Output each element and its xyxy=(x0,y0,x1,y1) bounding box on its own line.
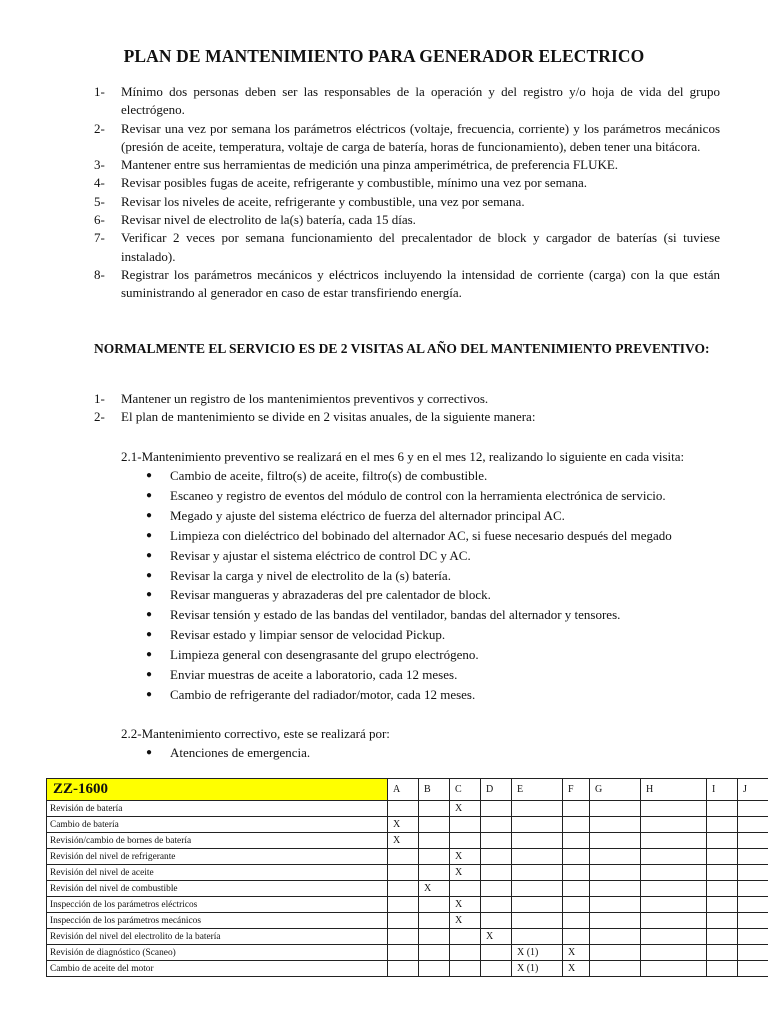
bullet-text: Revisar mangueras y abrazaderas del pre calentador de block. xyxy=(170,587,491,603)
table-cell xyxy=(590,913,641,929)
table-row-label: Revisión del nivel de refrigerante xyxy=(47,849,388,865)
table-cell xyxy=(707,897,738,913)
table-cell xyxy=(738,881,768,897)
table-cell xyxy=(512,913,563,929)
bullet-text: Limpieza con dieléctrico del bobinado del alternador AC, si fuese necesario después del megado xyxy=(170,527,672,543)
bullet-text: Revisar y ajustar el sistema eléctrico de control DC y AC. xyxy=(170,547,471,563)
table-cell xyxy=(419,961,450,977)
table-cell: X xyxy=(388,833,419,849)
table-cell xyxy=(738,801,768,817)
bullet-icon: ● xyxy=(146,747,153,758)
table-row-label: Cambio de aceite del motor xyxy=(47,961,388,977)
table-cell xyxy=(707,881,738,897)
list-item-number: 3- xyxy=(94,157,105,173)
bullet-icon: ● xyxy=(146,669,153,681)
table-row xyxy=(47,913,768,929)
list-item xyxy=(94,156,720,174)
list-item xyxy=(94,193,720,211)
table-cell: X xyxy=(450,897,481,913)
bullet-icon: ● xyxy=(146,549,153,561)
bullet-item xyxy=(146,605,746,625)
list-item-text: Registrar los parámetros mecánicos y eléctricos incluyendo la intensidad de corriente (carga) con la que están suministrando al generador en caso de estar transfiriendo energía. xyxy=(121,266,720,301)
list-item xyxy=(94,83,720,120)
bullet-text: Megado y ajuste del sistema eléctrico de fuerza del alternador principal AC. xyxy=(170,507,565,523)
bullet-icon: ● xyxy=(146,629,153,641)
table-cell xyxy=(738,961,768,977)
table-cell xyxy=(590,849,641,865)
list-item xyxy=(94,211,720,229)
bullet-item xyxy=(146,526,746,546)
table-cell xyxy=(512,801,563,817)
table-cell xyxy=(590,881,641,897)
table-cell xyxy=(641,881,707,897)
table-cell xyxy=(512,817,563,833)
list-item xyxy=(94,390,720,408)
table-column-header: D xyxy=(481,779,512,801)
table-row xyxy=(47,849,768,865)
table-cell xyxy=(481,801,512,817)
table-column-header: A xyxy=(388,779,419,801)
table-column-header: I xyxy=(707,779,738,801)
bullet-item xyxy=(146,665,746,685)
table-cell xyxy=(481,817,512,833)
table-cell xyxy=(512,897,563,913)
table-cell xyxy=(563,929,590,945)
table-cell xyxy=(563,865,590,881)
table-cell xyxy=(590,929,641,945)
requirements-list xyxy=(94,83,720,303)
bullet-item xyxy=(146,625,746,645)
table-cell xyxy=(419,817,450,833)
list-item-number: 1- xyxy=(94,84,105,99)
bullet-icon: ● xyxy=(146,470,153,481)
list-item-text: Mínimo dos personas deben ser las responsables de la operación y del registro y/o hoja de vida del grupo electrógeno. xyxy=(121,84,720,118)
table-cell xyxy=(419,801,450,817)
table-cell xyxy=(512,833,563,849)
table-cell xyxy=(641,929,707,945)
list-item-text: El plan de mantenimiento se divide en 2 visitas anuales, de la siguiente manera: xyxy=(121,409,536,425)
list-item-text: Mantener un registro de los mantenimientos preventivos y correctivos. xyxy=(121,391,489,406)
table-cell xyxy=(419,897,450,913)
table-cell xyxy=(641,945,707,961)
bullet-item xyxy=(146,743,746,763)
table-cell xyxy=(590,897,641,913)
table-cell xyxy=(563,897,590,913)
table-cell xyxy=(590,865,641,881)
table-cell xyxy=(419,833,450,849)
table-cell xyxy=(388,865,419,881)
preventive-bullets xyxy=(146,466,746,705)
table-cell xyxy=(641,961,707,977)
table-cell xyxy=(641,865,707,881)
table-cell xyxy=(388,929,419,945)
table-row-label: Cambio de batería xyxy=(47,817,388,833)
table-cell xyxy=(563,801,590,817)
list-item-number: 1- xyxy=(94,391,105,406)
table-cell xyxy=(450,817,481,833)
table-cell xyxy=(481,849,512,865)
bullet-item xyxy=(146,685,746,705)
table-cell xyxy=(707,801,738,817)
list-item-text: Revisar posibles fugas de aceite, refrigerante y combustible, mínimo una vez por semana. xyxy=(121,175,588,191)
table-cell xyxy=(707,929,738,945)
table-cell: X xyxy=(450,913,481,929)
table-cell xyxy=(738,817,768,833)
table-cell xyxy=(481,881,512,897)
table-cell xyxy=(641,897,707,913)
table-cell xyxy=(707,865,738,881)
bullet-text: Limpieza general con desengrasante del grupo electrógeno. xyxy=(170,647,479,663)
table-cell xyxy=(512,929,563,945)
table-model-header: ZZ-1600 xyxy=(47,779,388,801)
table-cell xyxy=(481,833,512,849)
bullet-text: Revisar estado y limpiar sensor de velocidad Pickup. xyxy=(170,627,446,643)
table-cell: X xyxy=(450,849,481,865)
table-cell xyxy=(738,945,768,961)
list-item-text: Revisar una vez por semana los parámetros eléctricos (voltaje, frecuencia, corriente) y los parámetros mecánicos (presión de aceite, temperatura, voltaje de carga de batería, horas de funcionamiento), deben tener una bitácora. xyxy=(121,120,720,154)
table-cell xyxy=(641,833,707,849)
table-row-label: Revisión del nivel de combustible xyxy=(47,881,388,897)
bullet-text: Atenciones de emergencia. xyxy=(170,745,311,760)
bullet-icon: ● xyxy=(146,649,153,661)
table-cell xyxy=(707,945,738,961)
table-cell xyxy=(481,897,512,913)
bullet-text: Escaneo y registro de eventos del módulo de control con la herramienta electrónica de servicio. xyxy=(170,487,666,503)
table-cell xyxy=(481,961,512,977)
table-cell xyxy=(641,913,707,929)
bullet-text: Cambio de refrigerante del radiador/motor, cada 12 meses. xyxy=(170,686,476,702)
bullet-icon: ● xyxy=(146,589,153,601)
table-cell xyxy=(590,961,641,977)
table-cell xyxy=(388,913,419,929)
table-cell xyxy=(512,881,563,897)
list-item-text: Mantener entre sus herramientas de medición una pinza amperimétrica, de preferencia FLUKE. xyxy=(121,157,619,173)
list-item-text: Revisar nivel de electrolito de la(s) batería, cada 15 días. xyxy=(121,212,416,228)
table-cell xyxy=(512,849,563,865)
table-row-label: Revisión/cambio de bornes de batería xyxy=(47,833,388,849)
list-item xyxy=(94,174,720,192)
table-cell xyxy=(388,849,419,865)
table-cell xyxy=(707,913,738,929)
table-cell xyxy=(738,929,768,945)
list-item-number: 4- xyxy=(94,175,105,191)
table-cell xyxy=(563,881,590,897)
table-row-label: Revisión de diagnóstico (Scaneo) xyxy=(47,945,388,961)
table-row-label: Inspección de los parámetros eléctricos xyxy=(47,897,388,913)
table-cell xyxy=(481,945,512,961)
table-cell xyxy=(738,897,768,913)
table-cell: X xyxy=(563,961,590,977)
bullet-text: Revisar tensión y estado de las bandas del ventilador, bandas del alternador y tensores. xyxy=(170,607,621,623)
table-row-label: Inspección de los parámetros mecánicos xyxy=(47,913,388,929)
table-column-header: H xyxy=(641,779,707,801)
table-cell xyxy=(450,961,481,977)
list-item-number: 6- xyxy=(94,212,105,228)
table-row xyxy=(47,801,768,817)
table-cell xyxy=(563,913,590,929)
table-cell xyxy=(707,833,738,849)
bullet-text: Enviar muestras de aceite a laboratorio, cada 12 meses. xyxy=(170,667,458,683)
table-cell xyxy=(388,945,419,961)
table-cell: X xyxy=(388,817,419,833)
bullet-icon: ● xyxy=(146,529,153,541)
list-item-number: 2- xyxy=(94,120,105,136)
bullet-icon: ● xyxy=(146,509,153,521)
table-cell xyxy=(707,849,738,865)
table-cell xyxy=(641,817,707,833)
bullet-item xyxy=(146,645,746,665)
table-row xyxy=(47,945,768,961)
list-item-text: Revisar los niveles de aceite, refrigerante y combustible, una vez por semana. xyxy=(121,193,525,209)
table-column-header: F xyxy=(563,779,590,801)
table-cell xyxy=(707,817,738,833)
table-row xyxy=(47,929,768,945)
table-cell xyxy=(388,801,419,817)
list-item xyxy=(94,229,720,266)
table-cell xyxy=(590,945,641,961)
table-cell xyxy=(738,913,768,929)
bullet-item xyxy=(146,466,746,486)
bullet-icon: ● xyxy=(146,688,153,700)
table-cell xyxy=(450,929,481,945)
table-column-header: B xyxy=(419,779,450,801)
table-column-header: G xyxy=(590,779,641,801)
table-cell: X xyxy=(563,945,590,961)
table-row xyxy=(47,833,768,849)
section-heading: NORMALMENTE EL SERVICIO ES DE 2 VISITAS AL AÑO DEL MANTENIMIENTO PREVENTIVO: xyxy=(94,341,710,356)
list-item-number: 2- xyxy=(94,409,105,425)
table-cell: X xyxy=(450,865,481,881)
table-cell xyxy=(388,961,419,977)
table-cell xyxy=(590,833,641,849)
table-cell xyxy=(450,881,481,897)
list-item-number: 8- xyxy=(94,266,105,282)
table-row xyxy=(47,961,768,977)
corrective-heading: 2.2-Mantenimiento correctivo, este se realizará por: xyxy=(121,726,390,741)
table-cell xyxy=(563,833,590,849)
bullet-item xyxy=(146,506,746,526)
bullet-text: Revisar la carga y nivel de electrolito de la (s) batería. xyxy=(170,567,451,583)
table-cell xyxy=(590,817,641,833)
table-cell xyxy=(641,849,707,865)
table-row xyxy=(47,881,768,897)
table-cell xyxy=(419,929,450,945)
list-item-number: 7- xyxy=(94,230,105,246)
table-cell xyxy=(419,865,450,881)
list-item-number: 5- xyxy=(94,193,105,209)
bullet-text: Cambio de aceite, filtro(s) de aceite, filtro(s) de combustible. xyxy=(170,468,488,483)
table-cell xyxy=(738,849,768,865)
table-row-label: Revisión del nivel de aceite xyxy=(47,865,388,881)
list-item xyxy=(94,266,720,303)
table-cell xyxy=(641,801,707,817)
table-cell xyxy=(450,945,481,961)
table-cell xyxy=(388,897,419,913)
table-cell xyxy=(738,865,768,881)
bullet-icon: ● xyxy=(146,489,153,501)
table-cell xyxy=(419,849,450,865)
table-row-label: Revisión de batería xyxy=(47,801,388,817)
bullet-item xyxy=(146,585,746,605)
table-cell: X (1) xyxy=(512,961,563,977)
corrective-bullets xyxy=(146,743,746,763)
table-cell xyxy=(481,913,512,929)
table-row xyxy=(47,897,768,913)
table-cell xyxy=(419,913,450,929)
list-item-text: Verificar 2 veces por semana funcionamiento del precalentador de block y cargador de baterías (si tuviese instalado). xyxy=(121,230,720,264)
table-cell xyxy=(450,833,481,849)
table-cell xyxy=(388,881,419,897)
table-cell xyxy=(481,865,512,881)
table-column-header: C xyxy=(450,779,481,801)
table-cell xyxy=(563,817,590,833)
table-cell xyxy=(590,801,641,817)
table-cell: X xyxy=(481,929,512,945)
bullet-item xyxy=(146,546,746,566)
list-item xyxy=(94,120,720,157)
bullet-icon: ● xyxy=(146,569,153,581)
table-cell: X (1) xyxy=(512,945,563,961)
table-row-label: Revisión del nivel del electrolito de la batería xyxy=(47,929,388,945)
table-cell xyxy=(707,961,738,977)
table-row xyxy=(47,865,768,881)
table-row xyxy=(47,817,768,833)
table-column-header: J xyxy=(738,779,768,801)
bullet-icon: ● xyxy=(146,609,153,621)
maintenance-table xyxy=(46,778,768,977)
plan-list xyxy=(94,390,720,427)
bullet-item xyxy=(146,566,746,586)
table-cell: X xyxy=(419,881,450,897)
list-item xyxy=(94,408,720,426)
table-cell xyxy=(512,865,563,881)
table-cell xyxy=(563,849,590,865)
table-column-header: E xyxy=(512,779,563,801)
table-cell xyxy=(419,945,450,961)
page-title: PLAN DE MANTENIMIENTO PARA GENERADOR ELECTRICO xyxy=(123,46,645,66)
table-cell: X xyxy=(450,801,481,817)
table-cell xyxy=(738,833,768,849)
preventive-heading: 2.1-Mantenimiento preventivo se realizará en el mes 6 y en el mes 12, realizando lo siguiente en cada visita: xyxy=(121,449,685,464)
bullet-item xyxy=(146,486,746,506)
